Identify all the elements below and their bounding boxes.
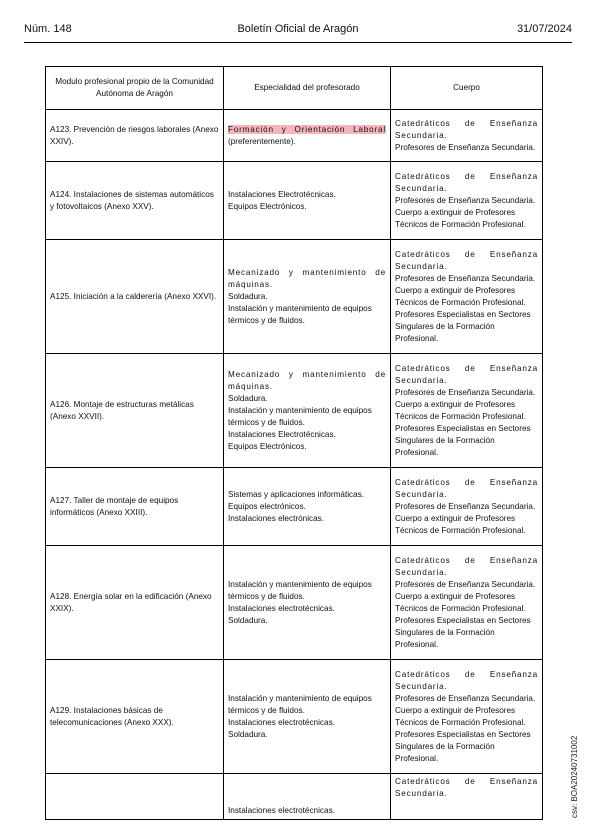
specialty-line [228, 124, 386, 136]
body-line: Profesores Especialistas en Sectores Singulares de la Formación Profesional. [395, 309, 531, 343]
table-row [46, 660, 543, 774]
specialty-line: Instalaciones Electrotécnicas. [228, 189, 336, 199]
body-cell [391, 354, 543, 468]
module-name: A127. Taller de montaje de equipos informáticos (Anexo XXIII). [50, 495, 179, 517]
body-line: Profesores de Enseñanza Secundaria. [395, 579, 536, 589]
body-cell [391, 162, 543, 240]
specialty-line: Mecanizado y mantenimiento de máquinas. [228, 267, 386, 289]
specialty-line: Equipos electrónicos. [228, 501, 306, 511]
module-cell [46, 546, 224, 660]
module-name: A125. Iniciación a la calderería (Anexo XXVI). [50, 291, 217, 301]
specialty-line: Equipos Electrónicos. [228, 201, 307, 211]
body-cell [391, 774, 543, 820]
publication-date: 31/07/2024 [516, 23, 572, 35]
column-header-body: Cuerpo [391, 67, 543, 110]
body-line: Cuerpo a extinguir de Profesores Técnicos de Formación Profesional. [395, 591, 526, 613]
column-header-specialty: Especialidad del profesorado [224, 67, 391, 110]
module-cell [46, 354, 224, 468]
body-line: Catedráticos de Enseñanza Secundaria. [395, 555, 538, 577]
body-line: Catedráticos de Enseñanza Secundaria. [395, 477, 538, 499]
header-rule [24, 42, 572, 43]
body-cell [391, 546, 543, 660]
module-cell [46, 660, 224, 774]
specialty-line: Instalaciones electrotécnicas. [228, 603, 335, 613]
specialty-cell [224, 240, 391, 354]
module-name: A128. Energía solar en la edificación (Anexo XXIX). [50, 591, 212, 613]
module-cell [46, 240, 224, 354]
body-line: Catedráticos de Enseñanza Secundaria. [395, 249, 538, 271]
specialty-line: Equipos Electrónicos. [228, 441, 307, 451]
specialty-line: Instalaciones electrotécnicas. [228, 717, 335, 727]
body-line: Profesores de Enseñanza Secundaria. [395, 387, 536, 397]
specialty-table [45, 66, 543, 820]
body-line: Cuerpo a extinguir de Profesores Técnicos de Formación Profesional. [395, 207, 526, 229]
specialty-line: (preferentemente). [228, 136, 296, 146]
body-cell [391, 240, 543, 354]
specialty-cell [224, 354, 391, 468]
module-cell [46, 162, 224, 240]
body-line: Catedráticos de Enseñanza Secundaria. [395, 171, 538, 193]
module-name: A126. Montaje de estructuras metálicas (Anexo XXVII). [50, 399, 194, 421]
specialty-line: Instalación y mantenimiento de equipos térmicos y de fluidos. [228, 693, 372, 715]
specialty-line: Instalaciones electrónicas. [228, 513, 325, 523]
specialty-cell [224, 546, 391, 660]
issue-number: Núm. 148 [24, 23, 72, 35]
page-header [24, 23, 572, 39]
specialty-line: Soldadura. [228, 291, 268, 301]
document-csv-stamp: csv: BOA20240731002 [570, 735, 579, 818]
specialty-cell [224, 774, 391, 820]
specialty-cell [224, 468, 391, 546]
body-line: Cuerpo a extinguir de Profesores Técnicos de Formación Profesional. [395, 399, 526, 421]
table-row [46, 354, 543, 468]
module-name: A123. Prevención de riesgos laborales (Anexo XXIV). [50, 124, 219, 146]
specialty-line: Soldadura. [228, 393, 268, 403]
body-line: Profesores Especialistas en Sectores Singulares de la Formación Profesional. [395, 423, 531, 457]
column-header-module: Modulo profesional propio de la Comunidad Autónoma de Aragón [46, 67, 224, 110]
body-line: Catedráticos de Enseñanza Secundaria. [395, 363, 538, 385]
publication-title: Boletín Oficial de Aragón [237, 23, 359, 35]
body-line: Cuerpo a extinguir de Profesores Técnicos de Formación Profesional. [395, 285, 526, 307]
table-row [46, 468, 543, 546]
specialty-line: Instalaciones electrotécnicas. [228, 806, 335, 815]
body-line: Profesores de Enseñanza Secundaria. [395, 693, 536, 703]
highlighted-specialty: Formación y Orientación Laboral [228, 124, 386, 134]
body-line: Cuerpo a extinguir de Profesores Técnicos de Formación Profesional. [395, 513, 526, 535]
body-line: Cuerpo a extinguir de Profesores Técnicos de Formación Profesional. [395, 705, 526, 727]
module-cell [46, 468, 224, 546]
table-row [46, 774, 543, 820]
specialty-line: Instalación y mantenimiento de equipos térmicos y de fluidos. [228, 303, 372, 325]
body-cell [391, 660, 543, 774]
specialty-cell [224, 660, 391, 774]
specialty-line: Instalación y mantenimiento de equipos térmicos y de fluidos. [228, 579, 372, 601]
specialty-line: Instalaciones Electrotécnicas. [228, 429, 336, 439]
specialty-line: Soldadura. [228, 729, 268, 739]
body-line: Profesores de Enseñanza Secundaria. [395, 195, 536, 205]
table-row [46, 162, 543, 240]
specialty-line: Sistemas y aplicaciones informáticas. [228, 489, 365, 499]
body-line: Catedráticos de Enseñanza Secundaria. [395, 777, 538, 798]
table-row [46, 110, 543, 162]
body-line: Profesores Especialistas en Sectores Singulares de la Formación Profesional. [395, 615, 531, 649]
body-line: Profesores Especialistas en Sectores Singulares de la Formación Profesional. [395, 729, 531, 763]
specialty-line: Instalación y mantenimiento de equipos térmicos y de fluidos. [228, 405, 372, 427]
body-line: Profesores de Enseñanza Secundaria. [395, 273, 536, 283]
table-row [46, 240, 543, 354]
body-cell [391, 468, 543, 546]
specialty-line: Mecanizado y mantenimiento de máquinas. [228, 369, 386, 391]
body-line: Profesores de Enseñanza Secundaria. [395, 501, 536, 511]
specialty-cell [224, 162, 391, 240]
table-header-row [46, 67, 543, 110]
body-line: Catedráticos de Enseñanza Secundaria. [395, 118, 538, 140]
module-cell [46, 774, 224, 820]
specialty-cell [224, 110, 391, 162]
table-row [46, 546, 543, 660]
module-cell [46, 110, 224, 162]
module-name: A129. Instalaciones básicas de telecomunicaciones (Anexo XXX). [50, 705, 174, 727]
specialty-line: Soldadura. [228, 615, 268, 625]
body-line: Profesores de Enseñanza Secundaria. [395, 142, 536, 152]
module-name: A124. Instalaciones de sistemas automáticos y fotovoltaicos (Anexo XXV). [50, 189, 214, 211]
body-cell [391, 110, 543, 162]
body-line: Catedráticos de Enseñanza Secundaria. [395, 669, 538, 691]
